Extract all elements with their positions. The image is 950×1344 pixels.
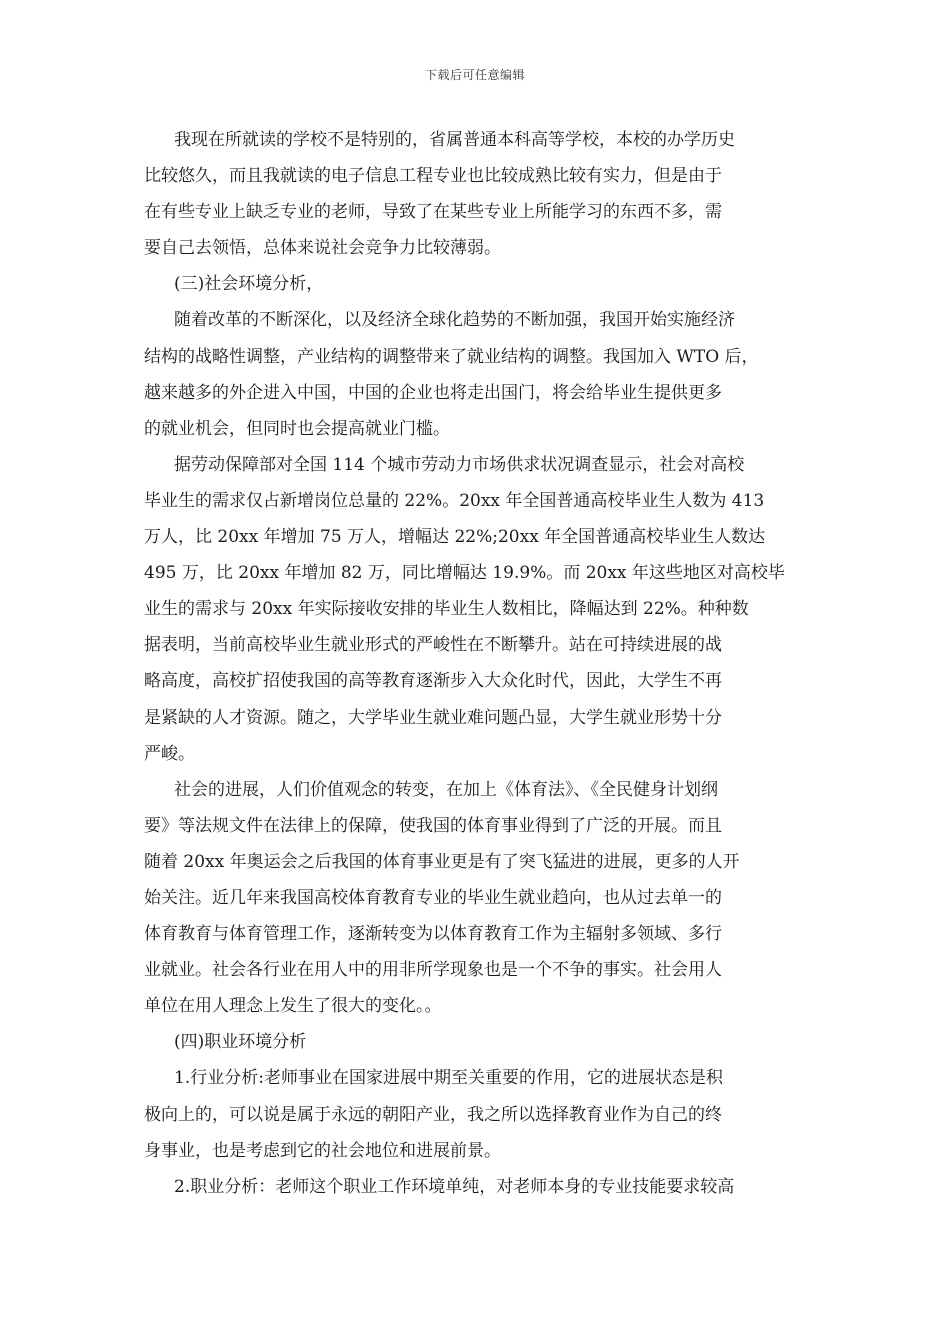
- paragraph: [144, 122, 809, 266]
- paragraph: [144, 1060, 809, 1168]
- text-line: 1.行业分析:老师事业在国家进展中期至关重要的作用，它的进展状态是积: [174, 1068, 723, 1089]
- text-line: 的就业机会，但同时也会提高就业门槛。: [144, 418, 450, 439]
- document-body: [144, 122, 809, 1205]
- text-line: 身事业，也是考虑到它的社会地位和进展前景。: [144, 1140, 501, 1161]
- text-line: 万人，比 20xx 年增加 75 万人，增幅达 22%;20xx 年全国普通高校毕业生人数达: [144, 527, 766, 548]
- text-line: 业生的需求与 20xx 年实际接收安排的毕业生人数相比，降幅达到 22%。种种数: [144, 599, 749, 620]
- text-line: 体育教育与体育管理工作，逐渐转变为以体育教育工作为主辐射多领域、多行: [144, 924, 722, 945]
- text-line: 严峻。: [144, 743, 195, 764]
- text-line: 略高度，高校扩招使我国的高等教育逐渐步入大众化时代，因此，大学生不再: [144, 671, 722, 692]
- paragraph: [144, 266, 809, 302]
- text-line: 单位在用人理念上发生了很大的变化。。: [144, 996, 442, 1017]
- text-line: 2.职业分析：老师这个职业工作环境单纯，对老师本身的专业技能要求较高: [174, 1176, 735, 1197]
- text-line: 业就业。社会各行业在用人中的用非所学现象也是一个不争的事实。社会用人: [144, 960, 722, 981]
- text-line: 据劳动保障部对全国 114 个城市劳动力市场供求状况调查显示，社会对高校: [174, 454, 745, 475]
- text-line: 随着改革的不断深化，以及经济全球化趋势的不断加强，我国开始实施经济: [174, 310, 735, 331]
- paragraph: [144, 772, 809, 1025]
- text-line: 据表明，当前高校毕业生就业形式的严峻性在不断攀升。站在可持续进展的战: [144, 635, 722, 656]
- text-line: 始关注。近几年来我国高校体育教育专业的毕业生就业趋向，也从过去单一的: [144, 887, 722, 908]
- text-line: 比较悠久，而且我就读的电子信息工程专业也比较成熟比较有实力，但是由于: [144, 166, 722, 187]
- header-note: 下载后可任意编辑: [424, 68, 525, 82]
- text-line: 495 万，比 20xx 年增加 82 万，同比增幅达 19.9%。而 20xx 年这些地区对高校毕: [144, 563, 785, 584]
- text-line: 要》等法规文件在法律上的保障，使我国的体育事业得到了广泛的开展。而且: [144, 815, 722, 836]
- text-line: 越来越多的外企进入中国，中国的企业也将走出国门，将会给毕业生提供更多: [144, 382, 722, 403]
- text-line: (三)社会环境分析，: [174, 274, 324, 295]
- text-line: 是紧缺的人才资源。随之，大学毕业生就业难问题凸显，大学生就业形势十分: [144, 707, 722, 728]
- paragraph: [144, 1169, 809, 1205]
- text-line: 我现在所就读的学校不是特别的，省属普通本科高等学校，本校的办学历史: [174, 130, 735, 150]
- text-line: 毕业生的需求仅占新增岗位总量的 22%。20xx 年全国普通高校毕业生人数为 413: [144, 490, 765, 511]
- paragraph: [144, 447, 809, 772]
- text-line: 随着 20xx 年奥运会之后我国的体育事业更是有了突飞猛进的进展，更多的人开: [144, 851, 740, 872]
- text-line: 在有些专业上缺乏专业的老师，导致了在某些专业上所能学习的东西不多，需: [144, 202, 722, 223]
- text-line: (四)职业环境分析: [174, 1032, 307, 1053]
- paragraph: [144, 302, 809, 446]
- text-line: 要自己去领悟，总体来说社会竞争力比较薄弱。: [144, 238, 501, 259]
- paragraph: [144, 1024, 809, 1060]
- text-line: 社会的进展，人们价值观念的转变，在加上《体育法》、《全民健身计划纲: [174, 779, 718, 800]
- text-line: 极向上的，可以说是属于永远的朝阳产业，我之所以选择教育业作为自己的终: [144, 1104, 722, 1125]
- text-line: 结构的战略性调整，产业结构的调整带来了就业结构的调整。我国加入 WTO 后，: [144, 346, 759, 367]
